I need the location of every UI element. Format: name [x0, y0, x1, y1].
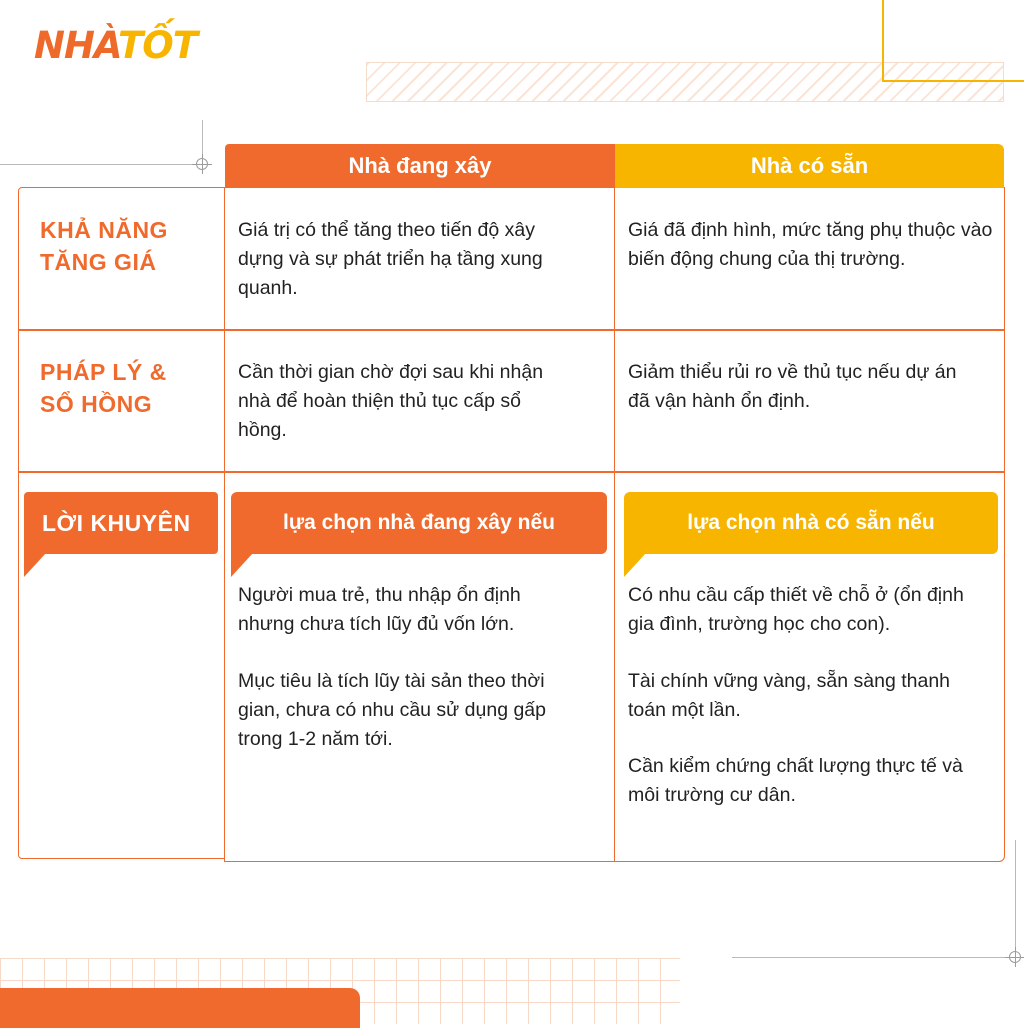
advice-banner-right: lựa chọn nhà có sẵn nếu	[624, 492, 998, 554]
advice-label: LỜI KHUYÊN	[24, 492, 218, 554]
guide-line-left	[0, 164, 210, 165]
row-label-legal: PHÁP LÝ & SỔ HỒNG	[40, 359, 167, 417]
cell-text: Giá đã định hình, mức tăng phụ thuộc vào biến động chung của thị trường.	[628, 219, 993, 270]
advice-banner-left: lựa chọn nhà đang xây nếu	[231, 492, 607, 554]
advice-point: Có nhu cầu cấp thiết về chỗ ở (ổn định gia đình, trường học cho con).	[628, 584, 964, 635]
row-label-price-growth: KHẢ NĂNG TĂNG GIÁ	[40, 217, 168, 275]
row-divider	[18, 329, 1005, 331]
ribbon-fold	[24, 553, 46, 577]
advice-point: Người mua trẻ, thu nhập ổn định nhưng chưa tích lũy đủ vốn lớn.	[238, 584, 521, 635]
cell-text: Cần thời gian chờ đợi sau khi nhận nhà để hoàn thiện thủ tục cấp sổ hồng.	[238, 361, 544, 441]
logo-part-1: NHÀ	[34, 24, 119, 67]
logo-part-2: TỐT	[118, 24, 197, 67]
ribbon-fold	[624, 553, 646, 577]
crosshair-icon	[196, 158, 208, 170]
cell-text: Giá trị có thể tăng theo tiến độ xây dựng và sự phát triển hạ tầng xung quanh.	[238, 219, 543, 299]
brand-logo	[34, 24, 197, 68]
ribbon-fold	[231, 553, 253, 577]
guide-line-right-vertical	[1015, 840, 1016, 960]
crosshair-icon	[1009, 951, 1021, 963]
advice-point: Mục tiêu là tích lũy tài sản theo thời gian, chưa có nhu cầu sử dụng gấp trong 1-2 năm tới.	[238, 670, 546, 750]
advice-point: Cần kiểm chứng chất lượng thực tế và môi trường cư dân.	[628, 755, 963, 806]
bottom-accent-bar	[0, 988, 360, 1028]
advice-point: Tài chính vững vàng, sẵn sàng thanh toán một lần.	[628, 670, 951, 721]
guide-line-right	[732, 957, 1024, 958]
corner-line-decoration	[882, 0, 1024, 82]
cell-text: Giảm thiểu rủi ro về thủ tục nếu dự án đã vận hành ổn định.	[628, 361, 957, 412]
header-under-construction: Nhà đang xây	[225, 144, 615, 188]
header-ready-built: Nhà có sẵn	[615, 144, 1004, 188]
row-divider	[18, 471, 1005, 473]
